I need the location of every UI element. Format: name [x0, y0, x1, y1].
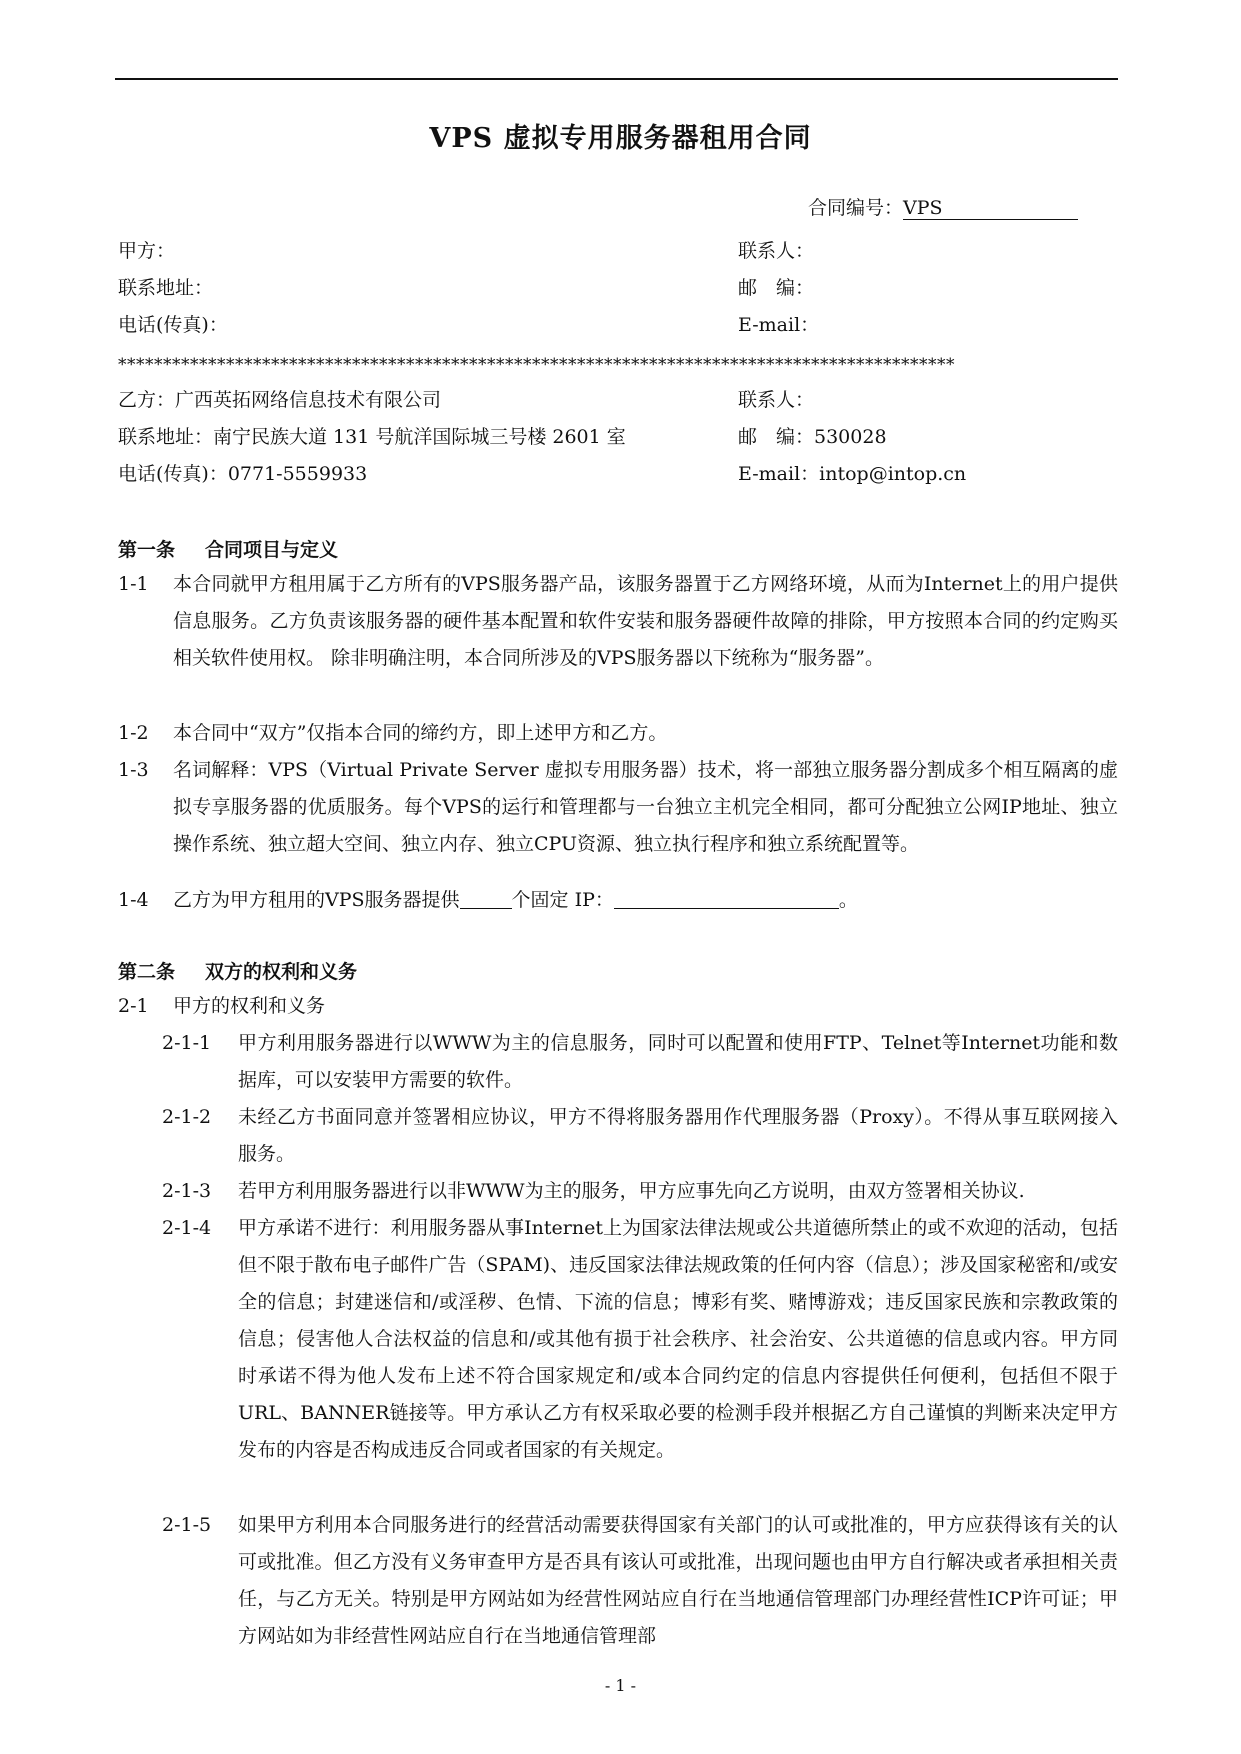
clause-number: 2-1-2: [162, 1106, 212, 1128]
clause-text: 甲方利用服务器进行以WWW为主的信息服务，同时可以配置和使用FTP、Telnet等Internet功能和数据库，可以安装甲方需要的软件。: [238, 1032, 1118, 1091]
clause-1-1: [118, 566, 1118, 677]
clause-1-4: [118, 882, 1118, 919]
clause-2-1-4: [162, 1210, 1118, 1469]
clause-text: 甲方的权利和义务: [173, 995, 326, 1017]
clause-number: 1-4: [118, 889, 149, 911]
clause-number: 2-1-5: [162, 1514, 212, 1536]
contract-number-value: VPS: [903, 197, 1078, 220]
clause-number: 1-2: [118, 722, 149, 744]
party-b-contact: 联系人：: [738, 389, 815, 411]
clause-text: 名词解释：VPS（Virtual Private Server 虚拟专用服务器）技术，将一部独立服务器分割成多个相互隔离的虚拟专享服务器的优质服务。每个VPS的运行和管理都与一台独立主机完全相同，都可分配独立公网IP地址、独立操作系统、独立超大空间、独立内存、独立CPU资源、独立执行程序和独立系统配置等。: [173, 759, 1118, 855]
clause-1-2: [118, 715, 1118, 752]
party-b-email: E-mail：intop@intop.cn: [738, 463, 967, 485]
ip-count-blank: [460, 888, 512, 909]
clause-text: 若甲方利用服务器进行以非WWW为主的服务，甲方应事先向乙方说明，由双方签署相关协议.: [238, 1180, 1025, 1202]
clause-text: [173, 882, 1118, 919]
clause-text-b: 个固定 IP：: [511, 889, 614, 911]
separator-stars: *********************************************************************************************: [118, 355, 955, 375]
document-title: VPS 虚拟专用服务器租用合同: [429, 123, 812, 154]
clause-2-1: [118, 988, 1118, 1025]
clause-number: 1-3: [118, 759, 149, 781]
clause-text: 本合同就甲方租用属于乙方所有的VPS服务器产品，该服务器置于乙方网络环境，从而为Internet上的用户提供信息服务。乙方负责该服务器的硬件基本配置和软件安装和服务器硬件故障的排除，甲方按照本合同的约定购买相关软件使用权。 除非明确注明，本合同所涉及的VPS服务器以下统称为“服务器”。: [173, 573, 1118, 669]
article-2-title: 双方的权利和义务: [205, 961, 358, 983]
clause-number: 2-1-4: [162, 1217, 212, 1239]
party-b-address: 联系地址：南宁民族大道 131 号航洋国际城三号楼 2601 室: [118, 426, 626, 448]
clause-number: 2-1-1: [162, 1032, 212, 1054]
contract-number: [808, 193, 1078, 220]
party-a-contact: 联系人：: [738, 240, 815, 262]
clause-number: 1-1: [118, 573, 149, 595]
contract-number-label: 合同编号：: [808, 197, 904, 219]
clause-2-1-2: [162, 1099, 1118, 1173]
party-b-phone: 电话(传真)：0771-5559933: [118, 463, 368, 485]
party-a-address: 联系地址：: [118, 277, 214, 299]
ip-address-blank: [614, 888, 839, 909]
clause-1-3: [118, 752, 1118, 863]
article-2-heading: [118, 957, 357, 984]
party-a-email: E-mail：: [738, 314, 820, 336]
clause-text: 未经乙方书面同意并签署相应协议，甲方不得将服务器用作代理服务器（Proxy）。不得从事互联网接入服务。: [238, 1106, 1118, 1165]
clause-2-1-1: [162, 1025, 1118, 1099]
party-a-name: 甲方：: [118, 240, 176, 262]
clause-text-c: 。: [838, 889, 858, 911]
party-a-phone: 电话(传真)：: [118, 314, 228, 336]
article-2-number: 第二条: [118, 961, 176, 983]
article-1-number: 第一条: [118, 539, 176, 561]
page-number: - 1 -: [604, 1676, 637, 1695]
clause-text: 本合同中“双方”仅指本合同的缔约方，即上述甲方和乙方。: [173, 722, 668, 744]
article-1-heading: [118, 535, 338, 562]
clause-text: 如果甲方利用本合同服务进行的经营活动需要获得国家有关部门的认可或批准的，甲方应获得该有关的认可或批准。但乙方没有义务审查甲方是否具有该认可或批准，出现问题也由甲方自行解决或者承担相关责任，与乙方无关。特别是甲方网站如为经营性网站应自行在当地通信管理部门办理经营性ICP许可证；甲方网站如为非经营性网站应自行在当地通信管理部: [238, 1514, 1118, 1647]
clause-number: 2-1-3: [162, 1180, 212, 1202]
clause-2-1-5: [162, 1507, 1118, 1655]
clause-text: 甲方承诺不进行：利用服务器从事Internet上为国家法律法规或公共道德所禁止的或不欢迎的活动，包括但不限于散布电子邮件广告（SPAM)、违反国家法律法规政策的任何内容（信息）；涉及国家秘密和/或安全的信息；封建迷信和/或淫秽、色情、下流的信息；博彩有奖、赌博游戏；违反国家民族和宗教政策的信息；侵害他人合法权益的信息和/或其他有损于社会秩序、社会治安、公共道德的信息或内容。甲方同时承诺不得为他人发布上述不符合国家规定和/或本合同约定的信息内容提供任何便利，包括但不限于URL、BANNER链接等。甲方承认乙方有权采取必要的检测手段并根据乙方自己谨慎的判断来决定甲方发布的内容是否构成违反合同或者国家的有关规定。: [238, 1217, 1118, 1461]
party-b-name: 乙方：广西英拓网络信息技术有限公司: [118, 389, 442, 411]
clause-text-a: 乙方为甲方租用的VPS服务器提供: [173, 889, 460, 911]
party-a-postcode: 邮 编：: [738, 277, 815, 299]
clause-2-1-3: [162, 1173, 1118, 1210]
header-rule: [115, 78, 1118, 80]
article-1-title: 合同项目与定义: [205, 539, 339, 561]
party-b-postcode: 邮 编：530028: [738, 426, 887, 448]
clause-number: 2-1: [118, 995, 149, 1017]
